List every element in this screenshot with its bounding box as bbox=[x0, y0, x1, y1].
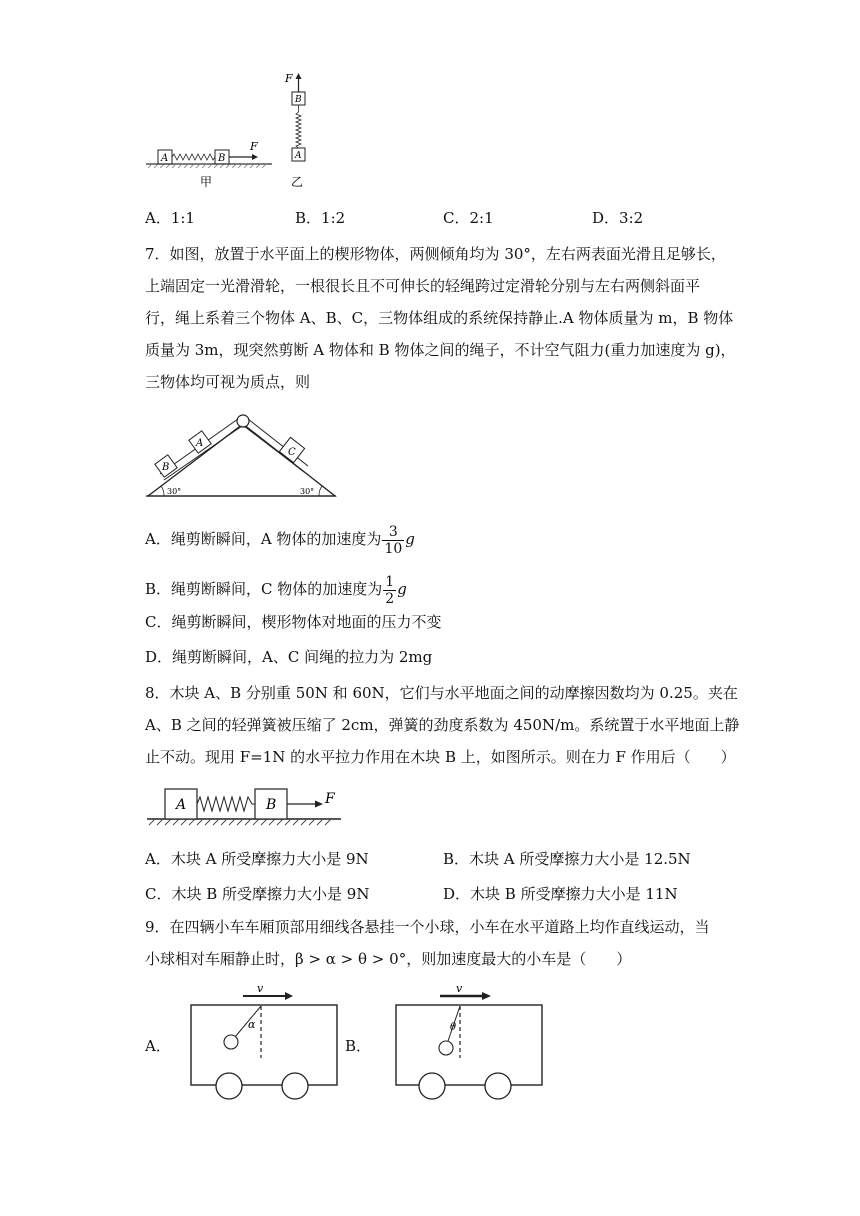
q7-label-a: A bbox=[196, 438, 204, 449]
fraction-numerator: 3 bbox=[382, 524, 404, 541]
jia-caption: 甲 bbox=[200, 175, 213, 189]
q7-label-c: C bbox=[288, 447, 296, 458]
q7-line: 7．如图，放置于水平面上的楔形物体，两侧倾角均为 30°，左右两表面光滑且足够长， bbox=[145, 245, 726, 263]
q9-line: 小球相对车厢静止时，β > α > θ > 0°，则加速度最大的小车是（ ） bbox=[145, 950, 632, 968]
cart-a-velocity-label: v bbox=[257, 982, 264, 995]
yi-label-a: A bbox=[295, 151, 302, 161]
q7-option-a-fraction bbox=[382, 524, 404, 557]
q8-line: 8．木块 A、B 分别重 50N 和 60N，它们与水平地面之间的动摩擦因数均为 0.25。夹在 bbox=[145, 684, 738, 702]
q7-option-b[interactable] bbox=[145, 567, 407, 611]
q9-stem bbox=[145, 911, 720, 975]
yi-label-f: F bbox=[285, 72, 293, 85]
q6-option-c[interactable]: C．2:1 bbox=[443, 209, 494, 227]
q8-option-b[interactable]: B．木块 A 所受摩擦力大小是 12.5N bbox=[443, 850, 691, 868]
cart-b-velocity-label: v bbox=[456, 982, 463, 995]
yi-label-b: B bbox=[295, 95, 302, 105]
q8-label-a: A bbox=[176, 797, 187, 813]
q7-stem bbox=[145, 238, 736, 398]
q8-option-c[interactable]: C．木块 B 所受摩擦力大小是 9N bbox=[145, 885, 370, 903]
q8-label-f: F bbox=[325, 791, 335, 807]
q9-option-b[interactable]: B． bbox=[345, 1037, 372, 1055]
q8-line: A、B 之间的轻弹簧被压缩了 2cm，弹簧的劲度系数为 450N/m。系统置于水平地面上静 bbox=[145, 716, 740, 734]
q8-block-spring-figure bbox=[145, 783, 345, 833]
q9-cart-b-figure bbox=[390, 980, 550, 1105]
jia-label-b: B bbox=[218, 153, 226, 164]
cart-a-angle-label: α bbox=[248, 1018, 256, 1031]
q7-wedge-figure bbox=[140, 408, 345, 503]
q7-label-b: B bbox=[162, 462, 170, 473]
q8-stem bbox=[145, 677, 740, 773]
figure-jia-yi bbox=[140, 70, 330, 195]
q8-line: 止不动。现用 F=1N 的水平拉力作用在木块 B 上，如图所示。则在力 F 作用后（ ） bbox=[145, 748, 736, 766]
jia-label-a: A bbox=[161, 153, 169, 164]
q6-option-b[interactable]: B．1:2 bbox=[295, 209, 346, 227]
fraction-numerator: 1 bbox=[385, 573, 395, 590]
q7-option-d[interactable]: D．绳剪断瞬间，A、C 间绳的拉力为 2mg bbox=[145, 648, 433, 666]
q7-option-a-g: g bbox=[405, 530, 415, 548]
q6-option-d[interactable]: D．3:2 bbox=[592, 209, 644, 227]
q7-option-b-g: g bbox=[397, 580, 407, 598]
q7-option-b-text: B．绳剪断瞬间，C 物体的加速度为 bbox=[145, 580, 383, 598]
q9-cart-a-figure bbox=[185, 980, 345, 1105]
jia-label-f: F bbox=[250, 140, 258, 153]
q7-line: 质量为 3m，现突然剪断 A 物体和 B 物体之间的绳子，不计空气阻力(重力加速度为 g)， bbox=[145, 341, 736, 359]
fraction-denominator: 10 bbox=[384, 540, 403, 557]
q8-option-a[interactable]: A．木块 A 所受摩擦力大小是 9N bbox=[145, 850, 369, 868]
q7-option-b-fraction bbox=[383, 574, 396, 607]
q9-line: 9．在四辆小车车厢顶部用细线各悬挂一个小球，小车在水平道路上均作直线运动，当 bbox=[145, 918, 710, 936]
q7-line: 上端固定一光滑滑轮，一根很长且不可伸长的轻绳跨过定滑轮分别与左右两侧斜面平 bbox=[145, 277, 701, 295]
q6-option-a[interactable]: A．1:1 bbox=[145, 209, 195, 227]
q7-option-a-text: A．绳剪断瞬间，A 物体的加速度为 bbox=[145, 530, 382, 548]
q8-option-d[interactable]: D．木块 B 所受摩擦力大小是 11N bbox=[443, 885, 678, 903]
q9-option-a[interactable]: A． bbox=[145, 1037, 171, 1055]
q7-angle-right: 30° bbox=[300, 487, 315, 496]
q7-line: 行，绳上系着三个物体 A、B、C，三物体组成的系统保持静止.A 物体质量为 m，B 物体 bbox=[145, 309, 734, 327]
yi-caption: 乙 bbox=[291, 175, 304, 189]
fraction-denominator: 2 bbox=[385, 590, 395, 607]
q8-label-b: B bbox=[266, 797, 277, 813]
q7-option-a[interactable] bbox=[145, 517, 415, 561]
q7-option-c[interactable]: C．绳剪断瞬间，楔形物体对地面的压力不变 bbox=[145, 613, 442, 631]
q7-line: 三物体均可视为质点，则 bbox=[145, 373, 311, 391]
q7-angle-left: 30° bbox=[167, 487, 182, 496]
cart-b-angle-label: θ bbox=[450, 1022, 457, 1033]
